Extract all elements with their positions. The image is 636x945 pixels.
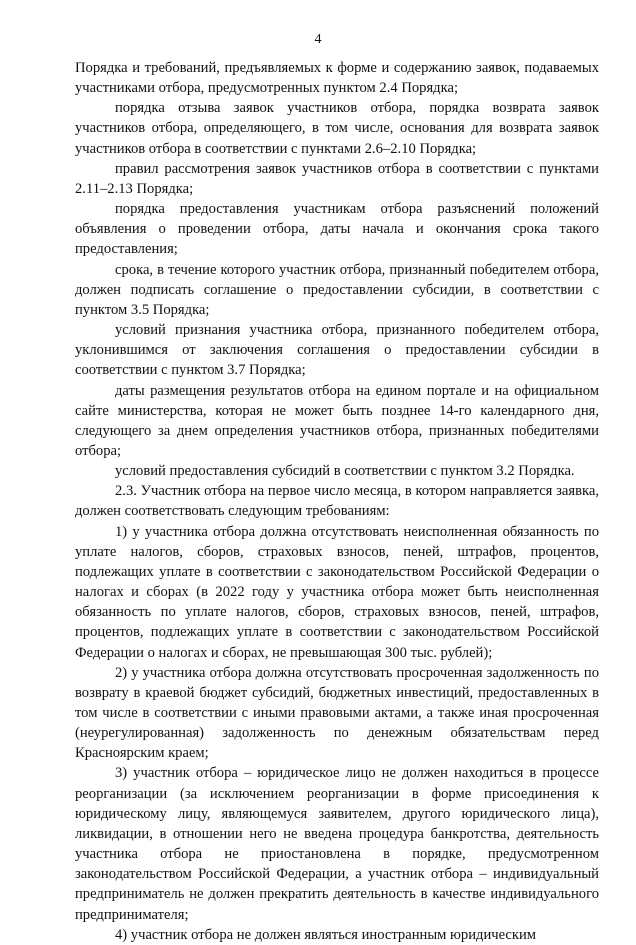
paragraph: 1) у участника отбора должна отсутствовать неисполненная обязанность по уплате налогов, сборов, страховых взносов, пеней, штрафов, процентов, подлежащих уплате в соответствии с законодательством Российской Федерации о налогах и сборах (в 2022 году у участника отбора может быть неисполненная обязанность по уплате налогов, сборов, страховых взносов, пеней, штрафов, процентов, подлежащих уплате в соответствии с законодательством Российской Федерации о налогах и сборах, не превышающая 300 тыс. рублей);	[75, 523, 599, 661]
paragraph: 4) участник отбора не должен являться иностранным юридическим	[115, 926, 537, 943]
paragraph: 3) участник отбора – юридическое лицо не должен находиться в процессе реорганизации (за исключением реорганизации в форме присоединения к юридическому лицу, являющемуся заявителем, другого юридического лица), ликвидации, в отношении него не введена процедура банкротства, деятельность участника отбора не приостановлена в порядке, предусмотренном законодательством Российской Федерации, а участник отбора – индивидуальный предприниматель не должен прекратить деятельность в качестве индивидуального предпринимателя;	[75, 765, 599, 923]
paragraph: 2.3. Участник отбора на первое число месяца, в котором направляется заявка, должен соответствовать следующим требованиям:	[75, 483, 599, 520]
paragraph: условий предоставления субсидий в соответствии с пунктом 3.2 Порядка.	[115, 463, 575, 480]
paragraph: условий признания участника отбора, признанного победителем отбора, уклонившимся от заключения соглашения о предоставлении субсидии в соответствии с пунктом 3.7 Порядка;	[75, 322, 599, 379]
paragraph: порядка предоставления участникам отбора разъяснений положений объявления о проведении отбора, даты начала и окончания срока такого предоставления;	[75, 201, 599, 258]
paragraph: даты размещения результатов отбора на едином портале и на официальном сайте министерства, которая не может быть позднее 14-го календарного дня, следующего за днем определения участников отбора, признанных победителями отбора;	[75, 382, 599, 459]
document-body	[75, 58, 599, 945]
paragraph: срока, в течение которого участник отбора, признанный победителем отбора, должен подписать соглашение о предоставлении субсидии, в соответствии с пунктом 3.5 Порядка;	[75, 261, 599, 318]
paragraph: порядка отзыва заявок участников отбора, порядка возврата заявок участников отбора, определяющего, в том числе, основания для возврата заявок участников отбора в соответствии с пунктами 2.6–2.10 Порядка;	[75, 100, 599, 157]
paragraph: Порядка и требований, предъявляемых к форме и содержанию заявок, подаваемых участниками отбора, предусмотренных пунктом 2.4 Порядка;	[75, 60, 599, 97]
paragraph: 2) у участника отбора должна отсутствовать просроченная задолженность по возврату в краевой бюджет субсидий, бюджетных инвестиций, предоставленных в том числе в соответствии с иными правовыми актами, а также иная просроченная (неурегулированная) задолженность по денежным обязательствам перед Красноярским краем;	[75, 664, 599, 762]
paragraph: правил рассмотрения заявок участников отбора в соответствии с пунктами 2.11–2.13 Порядка;	[75, 160, 599, 197]
page-number: 4	[314, 32, 322, 47]
